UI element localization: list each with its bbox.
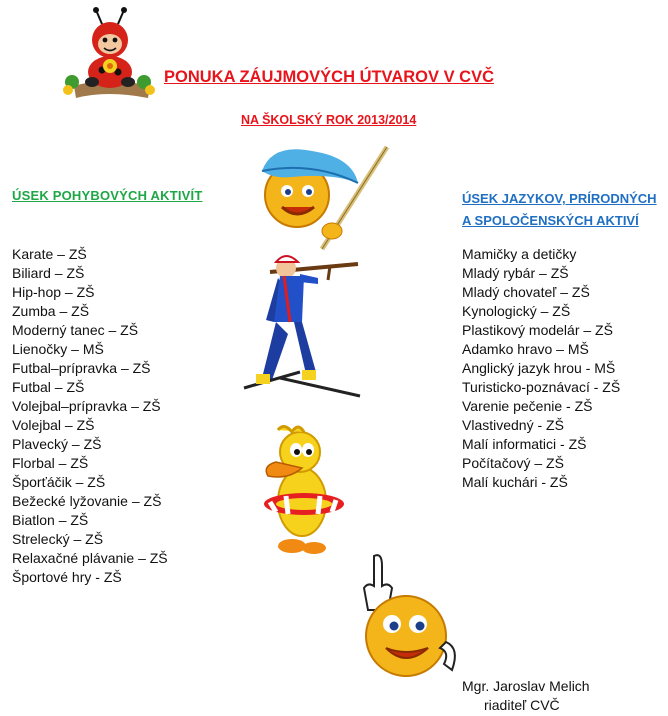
right-section-heading	[462, 188, 657, 232]
list-item: Turisticko-poznávací - ZŠ	[462, 379, 621, 395]
list-item: Plastikový modelár – ZŠ	[462, 322, 613, 338]
list-item: Kynologický – ZŠ	[462, 303, 571, 319]
list-item: Športové hry - ZŠ	[12, 569, 122, 585]
list-item: Relaxačné plávanie – ZŠ	[12, 550, 168, 566]
list-item: Mamičky a detičky	[462, 246, 577, 262]
page-title: PONUKA ZÁUJMOVÝCH ÚTVAROV V CVČ	[164, 68, 495, 86]
list-item: Karate – ZŠ	[12, 246, 87, 262]
list-item: Šporťáčik – ZŠ	[12, 474, 106, 490]
list-item: Mladý rybár – ZŠ	[462, 265, 569, 281]
list-item: Futbal–prípravka – ZŠ	[12, 360, 151, 376]
list-item: Florbal – ZŠ	[12, 455, 89, 471]
list-item: Varenie pečenie - ZŠ	[462, 398, 593, 414]
list-item: Zumba – ZŠ	[12, 303, 90, 319]
list-item: Mladý chovateľ – ZŠ	[462, 284, 590, 300]
list-item: Moderný tanec – ZŠ	[12, 322, 139, 338]
list-item: Adamko hravo – MŠ	[462, 341, 589, 357]
list-item: Lienočky – MŠ	[12, 341, 104, 357]
list-item: Volejbal–prípravka – ZŠ	[12, 398, 161, 414]
biathlete-icon	[240, 250, 365, 400]
list-item: Biliard – ZŠ	[12, 265, 85, 281]
ladybug-logo-icon	[52, 6, 162, 106]
list-item: Volejbal – ZŠ	[12, 417, 95, 433]
list-item: Malí informatici - ZŠ	[462, 436, 587, 452]
smiley-hat-icon	[252, 143, 392, 255]
list-item: Plavecký – ZŠ	[12, 436, 102, 452]
list-item: Futbal – ZŠ	[12, 379, 85, 395]
list-item: Hip-hop – ZŠ	[12, 284, 95, 300]
left-section-heading: ÚSEK POHYBOVÝCH AKTIVÍT	[12, 188, 203, 203]
left-activity-list	[12, 245, 168, 587]
page-subtitle: NA ŠKOLSKÝ ROK 2013/2014	[241, 113, 417, 127]
duck-swim-ring-icon	[262, 422, 350, 556]
list-item: Malí kuchári - ZŠ	[462, 474, 568, 490]
list-item: Strelecký – ZŠ	[12, 531, 104, 547]
right-heading-line-1: ÚSEK JAZYKOV, PRÍRODNÝCH	[462, 191, 657, 206]
right-heading-line-2: A SPOLOČENSKÝCH AKTIVÍ	[462, 213, 639, 228]
list-item: Bežecké lyžovanie – ZŠ	[12, 493, 162, 509]
list-item: Počítačový – ZŠ	[462, 455, 564, 471]
signature-role: riaditeľ CVČ	[484, 697, 560, 713]
right-activity-list	[462, 245, 620, 492]
pointing-smiley-icon	[348, 552, 464, 684]
signature-block	[462, 677, 590, 715]
signature-name: Mgr. Jaroslav Melich	[462, 678, 590, 694]
list-item: Vlastivedný - ZŠ	[462, 417, 564, 433]
list-item: Anglický jazyk hrou - MŠ	[462, 360, 616, 376]
list-item: Biatlon – ZŠ	[12, 512, 89, 528]
